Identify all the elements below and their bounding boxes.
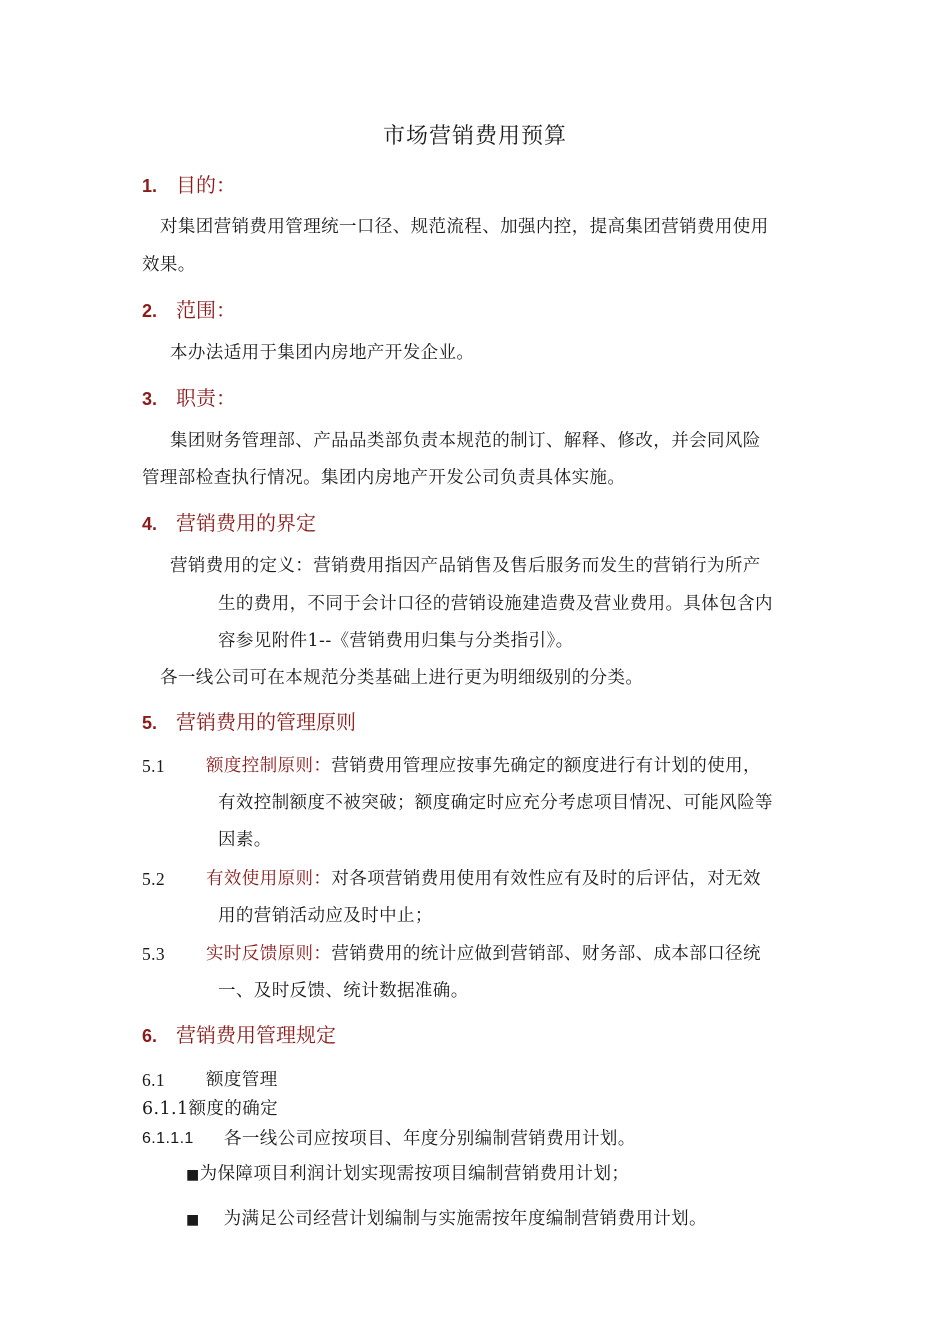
paragraph-line: 集团财务管理部、产品品类部负责本规范的制订、解释、修改，并会同风险 — [170, 431, 761, 451]
subsection-number: 6.1 — [142, 1070, 166, 1090]
section-4-heading — [142, 510, 316, 537]
clause-line: 用的营销活动应及时中止； — [218, 906, 433, 926]
bullet-text: 为保障项目利润计划实现需按项目编制营销费用计划； — [199, 1164, 630, 1184]
clause-label: 额度控制原则： — [206, 756, 332, 776]
paragraph-line: 效果。 — [142, 255, 196, 275]
bullet-item — [186, 1208, 707, 1231]
clause-line — [206, 868, 761, 890]
subsection-number: 6.1.1.1 — [142, 1130, 194, 1147]
section-title: 营销费用管理规定 — [176, 1023, 336, 1047]
clause-line: 有效控制额度不被突破；额度确定时应充分考虑项目情况、可能风险等 — [218, 793, 773, 813]
paragraph-line: 容参见附件1--《营销费用归集与分类指引》。 — [218, 631, 574, 651]
section-number: 5. — [142, 713, 158, 733]
section-3-heading — [142, 385, 236, 412]
paragraph-line: 生的费用，不同于会计口径的营销设施建造费及营业费用。具体包含内 — [218, 594, 773, 614]
section-title: 营销费用的界定 — [176, 511, 316, 535]
subsection-text: 各一线公司应按项目、年度分别编制营销费用计划。 — [224, 1129, 636, 1149]
clause-label: 实时反馈原则： — [206, 944, 332, 964]
section-2-heading — [142, 297, 236, 324]
clause-text: 对各项营销费用使用有效性应有及时的后评估，对无效 — [331, 869, 761, 889]
section-5-heading — [142, 709, 356, 736]
section-number: 2. — [142, 301, 158, 321]
clause-line: 因素。 — [218, 830, 272, 850]
subsection-title: 6.1.1额度的确定 — [142, 1099, 279, 1119]
clause-text: 营销费用的统计应做到营销部、财务部、成本部口径统 — [331, 944, 761, 964]
clause-text: 营销费用管理应按事先确定的额度进行有计划的使用， — [331, 756, 761, 776]
clause-line — [206, 943, 761, 965]
section-6-heading — [142, 1022, 336, 1049]
paragraph-line: 管理部检查执行情况。集团内房地产开发公司负责具体实施。 — [142, 468, 626, 488]
clause-line: 一、及时反馈、统计数据准确。 — [218, 981, 469, 1001]
section-number: 4. — [142, 514, 158, 534]
bullet-item — [186, 1163, 629, 1186]
black-square-bullet-icon: ■ — [186, 1212, 200, 1228]
clause-number: 5.1 — [142, 756, 166, 776]
section-number: 6. — [142, 1026, 158, 1046]
clause-line — [206, 755, 761, 777]
paragraph-line: 本办法适用于集团内房地产开发企业。 — [170, 343, 475, 363]
subsection-title: 额度管理 — [206, 1070, 278, 1090]
clause-number: 5.3 — [142, 944, 166, 964]
document-title: 市场营销费用预算 — [382, 124, 567, 149]
paragraph-line: 各一线公司可在本规范分类基础上进行更为明细级别的分类。 — [160, 668, 644, 688]
section-number: 1. — [142, 176, 158, 196]
section-title: 营销费用的管理原则 — [176, 710, 356, 734]
section-1-heading — [142, 172, 236, 199]
clause-label: 有效使用原则： — [206, 869, 332, 889]
section-title: 范围： — [176, 298, 236, 322]
section-title: 职责： — [176, 386, 236, 410]
bullet-text: 为满足公司经营计划编制与实施需按年度编制营销费用计划。 — [223, 1209, 707, 1229]
section-title: 目的： — [176, 173, 236, 197]
section-number: 3. — [142, 389, 158, 409]
black-square-bullet-icon: ■ — [186, 1167, 200, 1183]
clause-number: 5.2 — [142, 869, 166, 889]
paragraph-line: 营销费用的定义：营销费用指因产品销售及售后服务而发生的营销行为所产 — [170, 556, 761, 576]
paragraph-line: 对集团营销费用管理统一口径、规范流程、加强内控，提高集团营销费用使用 — [160, 217, 769, 237]
